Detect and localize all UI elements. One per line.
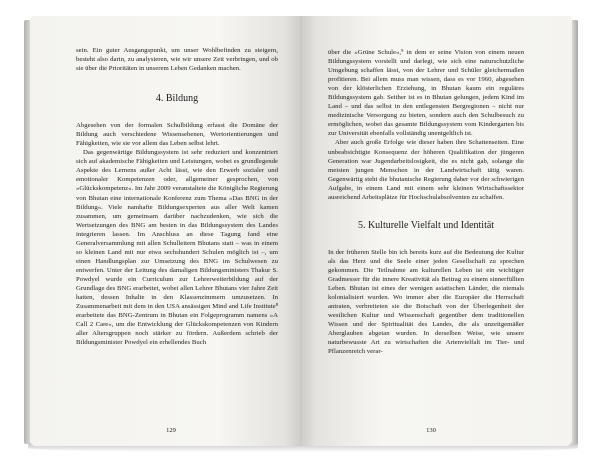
right-page-edges [572,20,578,444]
left-page-number: 129 [166,427,176,434]
left-paragraph-1: Abgesehen von der formalen Schulbildung erfasst die Domäne der Bildung auch verschiedene Wissensebenen, Wertorientierungen und Fähigkeiten, wie sie vor allem das Leben selbst lehrt. [76,122,278,148]
section-heading-bildung: 4. Bildung [155,93,199,105]
right-paragraph-1: über die »Grüne Schule«,⁹ in dem er seine Vision von einem neuen Bildungssystem vorstellt und darlegt, wie sich eine naturschutzliche Umgebung schaffen lässt, von der Lehrer und Schüler gleichermaßen profitieren. Bei allem muss man wissen, dass es vor 1960, abgesehen von der klösterlichen Erziehung, in Bhutan kaum ein reguläres Bildungssystem gab. Seither ist es in Bhutan gelungen, jedem Kind im Land – und das selbst in den entlegensten Bergregionen – nicht nur medizinische Versorgung zu bieten, sondern auch den Schulbesuch zu ermöglichen, wobei das gesamte Bildungssystem vom Kindergarten bis zur Universität ebenfalls vollständig unentgeltlich ist. [328,49,524,138]
right-paragraph-2: Aber auch große Erfolge wie dieser haben ihre Schattenseiten. Eine unbeabsichtigte Konsequenz der höheren Qualifikation der jüngeren Generation war Jugendarbeitslosigkeit, die es nicht gab, solange die meisten jungen Menschen in der Landwirtschaft tätig waren. Gegenwärtig steht die bhutanische Regierung daher vor der schwierigen Aufgabe, in einem Land mit einem sehr kleinen Wirtschaftssektor ausreichend Arbeitsplätze für Hochschulabsolventen zu schaffen. [328,139,524,201]
right-page-number: 130 [426,427,436,434]
left-page [30,16,300,446]
left-paragraph-2: Das gegenwärtige Bildungssystem ist sehr reduziert und konzentriert sich auf akademische Fähigkeiten und Leistungen, wobei es grundlegende Aspekte des Lernens außer Acht lässt, wie den Erwerb sozialer und emotionaler Kompetenzen oder, allgemeiner gesprochen, von »Glückskompetenz«. Im Jahr 2009 veranstaltete die Königliche Regierung von Bhutan eine internationale Konferenz zum Thema »Das BNG in der Bildung«. Viele namhafte Bildungsexperten aus aller Welt kamen zusammen, um gemeinsam darüber nachzudenken, wie sich die Wertsetzungen des BNG am besten in das Bildungssystem des Landes integrieren lassen. Im Anschluss an diese Tagung fand eine Generalversammlung mit allen Schulleitern Bhutans statt – was in einem so kleinen Land mit nur etwa sechshundert Schulen möglich ist –, um einen Handlungsplan zur Umsetzung des BNG im Schulwesen zu entwerfen. Unter der Leitung des damaligen Bildungsministers Thakur S. Powdyel wurde ein Curriculum zur Lehrerweiterbildung auf der Grundlage des BNG erarbeitet, wobei allen Lehrer Bhutans vier Jahre Zeit hatten, dessen Inhalte in den Klassenzimmern umzusetzen. In Zusammenarbeit mit dem in den USA ansässigen Mind and Life Institute⁸ erarbeitete das BNG-Zentrum in Bhutan ein Folgeprogramm namens »A Call 2 Care«, um die Entwicklung der Glückskompetenzen von Kindern aller Altersgruppen noch stärker zu fördern. Außerdem schrieb der Bildungsminister Powdyel ein erhellendes Buch [76,149,278,347]
right-page [300,16,572,446]
left-intro-paragraph: sein. Ein guter Ausgangspunkt, um unser Wohlbefinden zu steigern, besteht also darin, zu analysieren, wie wir unsere Zeit verbringen, und ob sie über die Prioritäten in unserem Leben Gedanken machen. [76,47,278,73]
right-paragraph-3: In der früheren Stelle bin ich bereits kurz auf die Bedeutung der Kultur als das Herz und die Seele einer jeden Gesellschaft zu sprechen gekommen. Die Teilnahme am kulturellen Leben ist ein wichtiger Gradmesser für die innere Kreativität als Beitrag zu einem sinnerfüllten Leben. Bhutan ist eines der wenigen asiatischen Länder, die niemals kolonialisiert wurden. Wo immer aber die Europäer die Herrschaft antraten, verbreiteten sie die Botschaft von der Überlegenheit der westlichen Kultur und Wissenschaft gegenüber dem traditionellen Wissen und der Spiritualität des Landes, die als unzeitgemäßer Aberglauben abgetan wurden. In derselben Weise, wie unsere naturbewusste Art zu wirtschaften die Artenvielfalt im Tier- und Pflanzenreich verar- [328,248,524,356]
section-heading-kultur: 5. Kulturelle Vielfalt und Identität [357,219,495,231]
